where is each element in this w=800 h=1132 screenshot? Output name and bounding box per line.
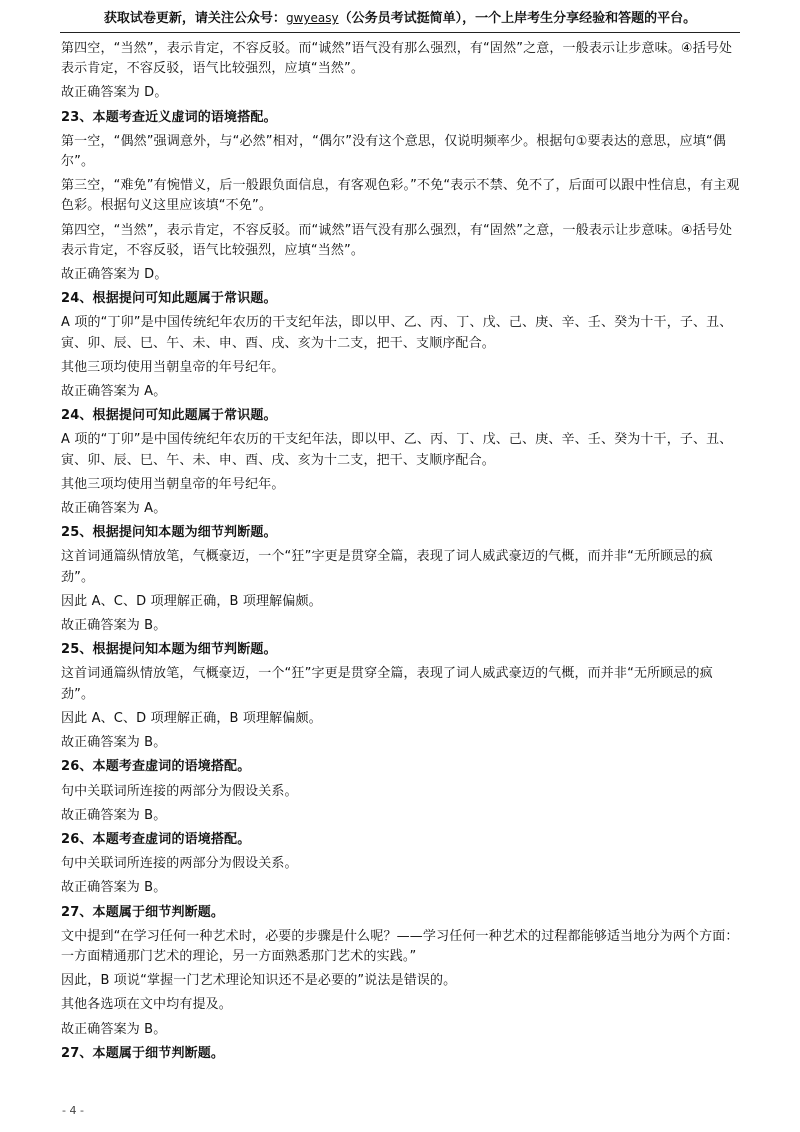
explanation-paragraph: 故正确答案为 D。 (61, 267, 168, 283)
explanation-paragraph: 因此 A、C、D 项理解正确，B 项理解偏颇。 (61, 593, 322, 609)
question-heading: 26、本题考查虚词的语境搭配。 (61, 759, 251, 775)
explanation-paragraph: 其他三项均使用当朝皇帝的年号纪年。 (61, 359, 285, 375)
explanation-paragraph: A 项的“丁卯”是中国传统纪年农历的干支纪年法，即以甲、乙、丙、丁、戊、己、庚、辛、壬、癸为十干，子、丑、寅、卯、辰、巳、午、未、申、酉、戌、亥为十二支，把干、支顺序配合。 (61, 315, 733, 351)
explanation-paragraph: 句中关联词所连接的两部分为假设关系。 (61, 856, 298, 872)
question-heading: 25、根据提问知本题为细节判断题。 (61, 525, 277, 541)
explanation-paragraph: A 项的“丁卯”是中国传统纪年农历的干支纪年法，即以甲、乙、丙、丁、戊、己、庚、辛、壬、癸为十干，子、丑、寅、卯、辰、巳、午、未、申、酉、戌、亥为十二支，把干、支顺序配合。 (61, 432, 733, 468)
question-heading: 27、本题属于细节判断题。 (61, 904, 225, 920)
explanation-paragraph: 故正确答案为 B。 (61, 807, 167, 823)
explanation-paragraph: 其他各选项在文中均有提及。 (61, 997, 232, 1013)
question-heading: 23、本题考查近义虚词的语境搭配。 (61, 109, 277, 125)
explanation-paragraph: 句中关联词所连接的两部分为假设关系。 (61, 783, 298, 799)
explanation-paragraph: 第四空，“当然”，表示肯定，不容反驳。而“诚然”语气没有那么强烈，有“固然”之意，一般表示让步意味。④括号处表示肯定，不容反驳，语气比较强烈，应填“当然”。 (61, 222, 733, 258)
page-header (60, 6, 740, 33)
explanation-paragraph: 这首词通篇纵情放笔，气概豪迈，一个“狂”字更是贯穿全篇，表现了词人威武豪迈的气概，而并非“无所顾忌的疯劲”。 (61, 549, 713, 585)
explanation-paragraph: 文中提到“在学习任何一种艺术时，必要的步骤是什么呢？——学习任何一种艺术的过程都能够适当地分为两个方面：一方面精通那门艺术的理论，另一方面熟悉那门艺术的实践。” (61, 928, 739, 964)
explanation-paragraph: 第四空，“当然”，表示肯定，不容反驳。而“诚然”语气没有那么强烈，有“固然”之意，一般表示让步意味。④括号处表示肯定，不容反驳，语气比较强烈，应填“当然”。 (61, 41, 733, 77)
explanation-paragraph: 故正确答案为 B。 (61, 735, 167, 751)
page-number: - 4 - (62, 1104, 84, 1117)
header-prefix: 获取试卷更新，请关注公众号： (103, 11, 286, 26)
explanation-paragraph: 第三空，“难免”有惋惜义，后一般跟负面信息，有客观色彩。”不免“表示不禁、免不了，后面可以跟中性信息，有主观色彩。根据句义这里应该填“不免”。 (61, 178, 740, 214)
explanation-paragraph: 故正确答案为 D。 (61, 85, 168, 101)
explanation-paragraph: 第一空，“偶然”强调意外，与“必然”相对，“偶尔”没有这个意思，仅说明频率少。根据句①要表达的意思，应填“偶尔”。 (61, 133, 726, 170)
explanation-paragraph: 故正确答案为 A。 (61, 384, 167, 400)
question-heading: 24、根据提问可知此题属于常识题。 (61, 291, 277, 307)
explanation-paragraph: 因此，B 项说“掌握一门艺术理论知识还不是必要的”说法是错误的。 (61, 973, 457, 989)
header-site-link[interactable]: gwyeasy (285, 11, 339, 25)
explanation-paragraph: 故正确答案为 B。 (61, 1021, 167, 1037)
header-suffix: （公务员考试挺简单），一个上岸考生分享经验和答题的平台。 (338, 11, 697, 26)
explanation-paragraph: 因此 A、C、D 项理解正确，B 项理解偏颇。 (61, 710, 322, 726)
document-body (61, 39, 745, 1068)
explanation-paragraph: 故正确答案为 A。 (61, 501, 167, 517)
explanation-paragraph: 故正确答案为 B。 (61, 880, 167, 896)
question-heading: 24、根据提问可知此题属于常识题。 (61, 408, 277, 424)
question-heading: 26、本题考查虚词的语境搭配。 (61, 831, 251, 847)
explanation-paragraph: 故正确答案为 B。 (61, 618, 167, 634)
question-heading: 27、本题属于细节判断题。 (61, 1045, 225, 1061)
explanation-paragraph: 这首词通篇纵情放笔，气概豪迈，一个“狂”字更是贯穿全篇，表现了词人威武豪迈的气概，而并非“无所顾忌的疯劲”。 (61, 666, 713, 702)
question-heading: 25、根据提问知本题为细节判断题。 (61, 642, 277, 658)
explanation-paragraph: 其他三项均使用当朝皇帝的年号纪年。 (61, 476, 285, 492)
